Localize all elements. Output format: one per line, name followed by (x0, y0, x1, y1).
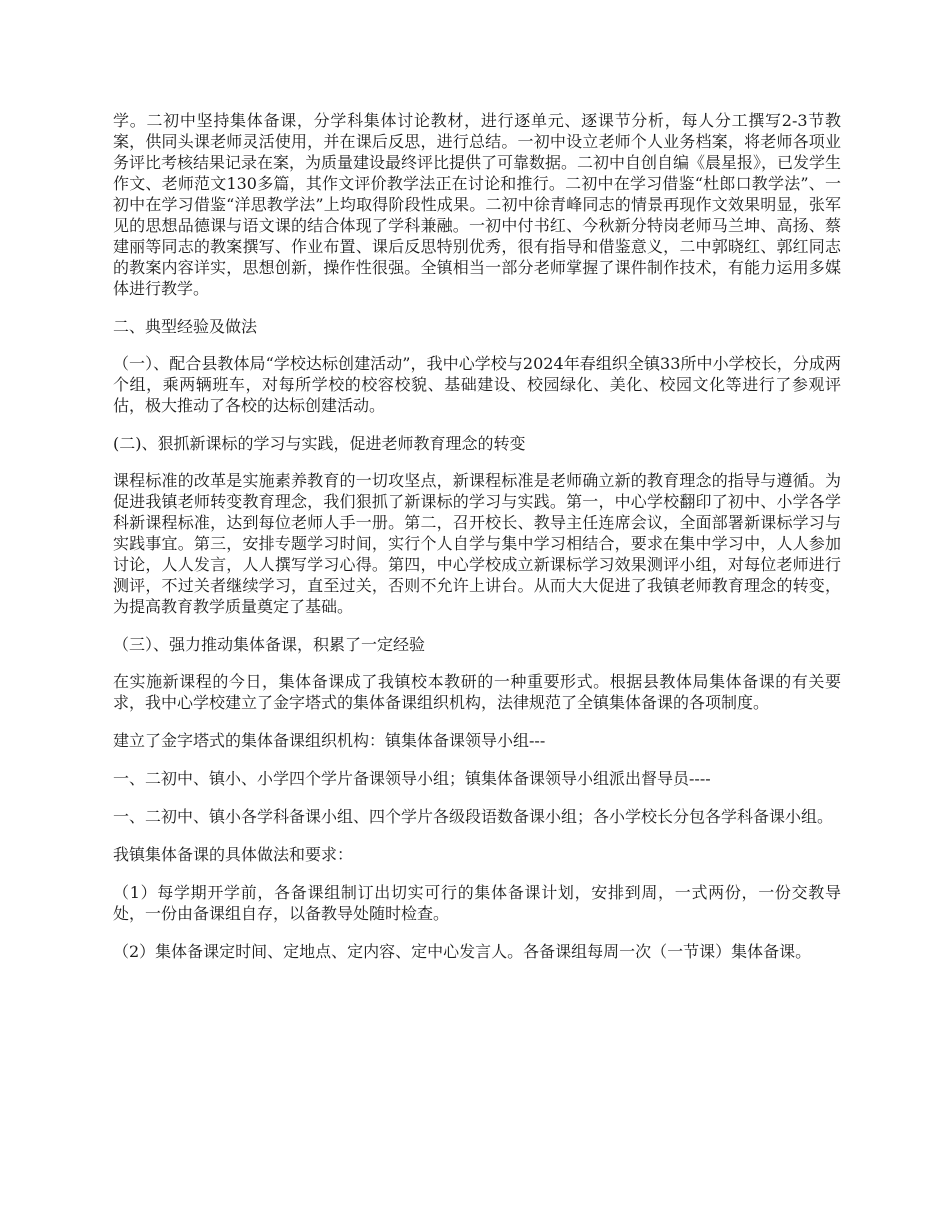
subheading-collective-lesson-prep: （三）、强力推动集体备课，积累了一定经验 (113, 635, 426, 654)
paragraph-methods-intro: 我镇集体备课的具体做法和要求： (113, 845, 354, 864)
document-page (113, 110, 841, 979)
paragraph-subject-groups: 一、二初中、镇小各学科备课小组、四个学片各级段语数备课小组；各小学校长分包各学科备课小组。 (113, 807, 834, 826)
paragraph-new-curriculum-practice: 课程标准的改革是实施素养教育的一切攻坚点，新课程标准是老师确立新的教育理念的指导与遵循。为促进我镇老师转变教育理念，我们狠抓了新课标的学习与实践。第一，中心学校翻印了初中、小学各学科新课程标准，达到每位老师人手一册。第二，召开校长、教导主任连席会议，全面部署新课标学习与实践事宜。第三，安排专题学习时间，实行个人自学与集中学习相结合，要求在集中学习中，人人参加讨论，人人发言，人人撰写学习心得。第四，中心学校成立新课标学习效果测评小组，对每位老师进行测评，不过关者继续学习，直至过关，否则不允许上讲台。从而大大促进了我镇老师教育理念的转变，为提高教育教学质量奠定了基础。 (113, 471, 841, 616)
paragraph-lesson-prep-summary: 学。二初中坚持集体备课，分学科集体讨论教材，进行逐单元、逐课节分析，每人分工撰写2-3节教案，供同头课老师灵活使用，并在课后反思，进行总结。一初中设立老师个人业务档案，将老师各项业务评比考核结果记录在案，为质量建设最终评比提供了可靠数据。二初中自创自编《晨星报》，已发学生作文、老师范文130多篇，其作文评价教学法正在讨论和推行。二初中在学习借鉴“杜郎口教学法”、一初中在学习借鉴“洋思教学法”上均取得阶段性成果。二初中徐青峰同志的情景再现作文效果明显，张军见的思想品德课与语文课的结合体现了学科兼融。一初中付书红、今秋新分特岗老师马兰坤、高扬、蔡建丽等同志的教案撰写、作业布置、课后反思特别优秀，很有指导和借鉴意义，二中郭晓红、郭红同志的教案内容详实，思想创新，操作性很强。全镇相当一部分老师掌握了课件制作技术，有能力运用多媒体进行教学。 (113, 111, 842, 298)
paragraph-pyramid-structure: 建立了金字塔式的集体备课组织机构：镇集体备课领导小组--- (113, 731, 546, 750)
section-heading-typical-experience: 二、典型经验及做法 (113, 317, 258, 336)
paragraph-standard-school-activity: （一）、配合县教体局“学校达标创建活动”，我中心学校与2024年春组织全镇33所中小学校长，分成两个组，乘两辆班车，对每所学校的校容校貌、基础建设、校园绿化、美化、校园文化等进行了参观评估，极大推动了各校的达标创建活动。 (113, 354, 841, 415)
paragraph-district-groups: 一、二初中、镇小、小学四个学片备课领导小组；镇集体备课领导小组派出督导员---- (113, 769, 711, 788)
paragraph-method-2: （2）集体备课定时间、定地点、定内容、定中心发言人。各备课组每周一次（一节课）集体备课。 (113, 942, 812, 961)
paragraph-collective-prep-intro: 在实施新课程的今日，集体备课成了我镇校本教研的一种重要形式。根据县教体局集体备课的有关要求，我中心学校建立了金字塔式的集体备课组织机构，法律规范了全镇集体备课的各项制度。 (113, 672, 841, 712)
paragraph-method-1: （1）每学期开学前，各备课组制订出切实可行的集体备课计划，安排到周，一式两份，一份交教导处，一份由备课组自存，以备教导处随时检查。 (113, 883, 841, 923)
subheading-new-curriculum: (二)、狠抓新课标的学习与实践，促进老师教育理念的转变 (113, 434, 526, 453)
